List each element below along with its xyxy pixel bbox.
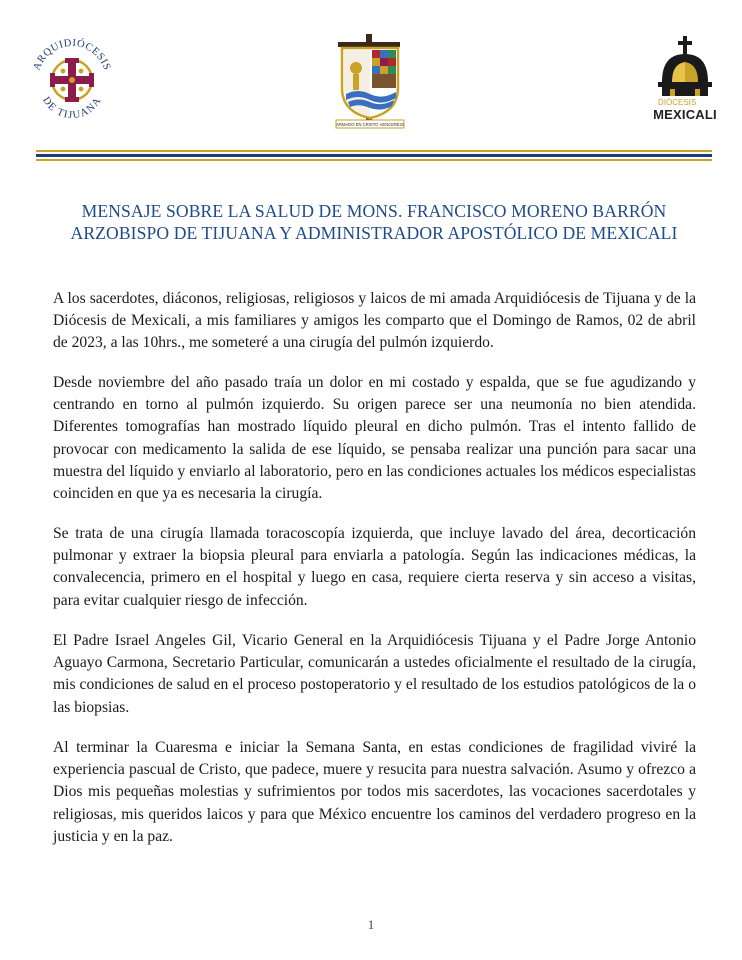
page-number: 1 (367, 917, 375, 932)
paragraph-5: Al terminar la Cuaresma e iniciar la Semana Santa, en estas condiciones de fragilidad viviré la experiencia pascual de Cristo, que padece, muere y resucita para nuestra salvación. Asumo y ofrezco a Dios mis pequeñas molestias y sufrimientos por todos mis sacerdotes, las vocaciones sacerdotales y religiosas, mis queridos laicos y para que México encuentre los caminos del verdadero progreso en la justicia y en la paz. (53, 739, 696, 845)
header-rule-gold-bottom (36, 159, 712, 161)
document-title-line-1: MENSAJE SOBRE LA SALUD DE MONS. FRANCISCO MORENO BARRÓN (81, 201, 667, 221)
coat-of-arms-banner-text: ARMADO EN CRISTO VENCERÉIS (336, 122, 404, 127)
diocesis-label: DIÓCESIS (658, 98, 697, 107)
paragraph-3: Se trata de una cirugía llamada toracoscopía izquierda, que incluye lavado del área, decorticación pulmonar y extraer la biopsia pleural para enviarla a patología. Según las indicaciones médicas, la convalecencia, primero en el hospital y luego en casa, requiere cierta reserva y sin acceso a visitas, para evitar cualquier riesgo de infección. (53, 525, 696, 609)
paragraph-4: El Padre Israel Angeles Gil, Vicario General en la Arquidiócesis Tijuana y el Padre Jorge Antonio Aguayo Carmona, Secretario Particular, comunicarán a ustedes oficialmente el resultado de la cirugía, mis condiciones de salud en el proceso postoperatorio y el resultado de los estudios patológicos de la o las biopsias. (53, 632, 696, 716)
logo-ring-text-top: ARQUIDIÓCESIS (31, 37, 113, 73)
cross-emblem-icon (26, 34, 118, 126)
diocesis-mexicali-logo (650, 36, 720, 122)
arquidiocesis-tijuana-logo (26, 34, 118, 126)
header-rule-navy (36, 154, 712, 157)
paragraph-1: A los sacerdotes, diáconos, religiosas, religiosos y laicos de mi amada Arquidiócesis de Tijuana y de la Diócesis de Mexicali, a mis familiares y amigos les comparto que el Domingo de Ramos, 02 de abril de 2023, a las 10hrs., me someteré a una cirugía del pulmón izquierdo. (53, 290, 696, 352)
bishop-coat-of-arms (326, 34, 414, 130)
header-rule-gold-top (36, 150, 712, 152)
cathedral-dome-icon (650, 36, 720, 98)
logo-ring-text-bottom: DE TIJUANA (40, 95, 104, 122)
document-title-line-2: ARZOBISPO DE TIJUANA Y ADMINISTRADOR APOSTÓLICO DE MEXICALI (70, 223, 678, 243)
mexicali-label: MEXICALI (653, 107, 717, 122)
paragraph-2: Desde noviembre del año pasado traía un dolor en mi costado y espalda, que se fue agudizando y centrando en torno al pulmón izquierdo. Su origen parece ser una neumonía no bien atendida. Diferentes tomografías han mostrado líquido pleural en dicho pulmón. Tras el intento fallido de provocar con medicamento la salida de ese líquido, se pensaba realizar una punción para sacar una muestra del líquido y enviarlo al laboratorio, pero en las condiciones actuales los médicos especialistas coinciden en que ya es necesaria la cirugía. (53, 374, 696, 503)
bishop-coat-of-arms-icon (326, 34, 414, 130)
